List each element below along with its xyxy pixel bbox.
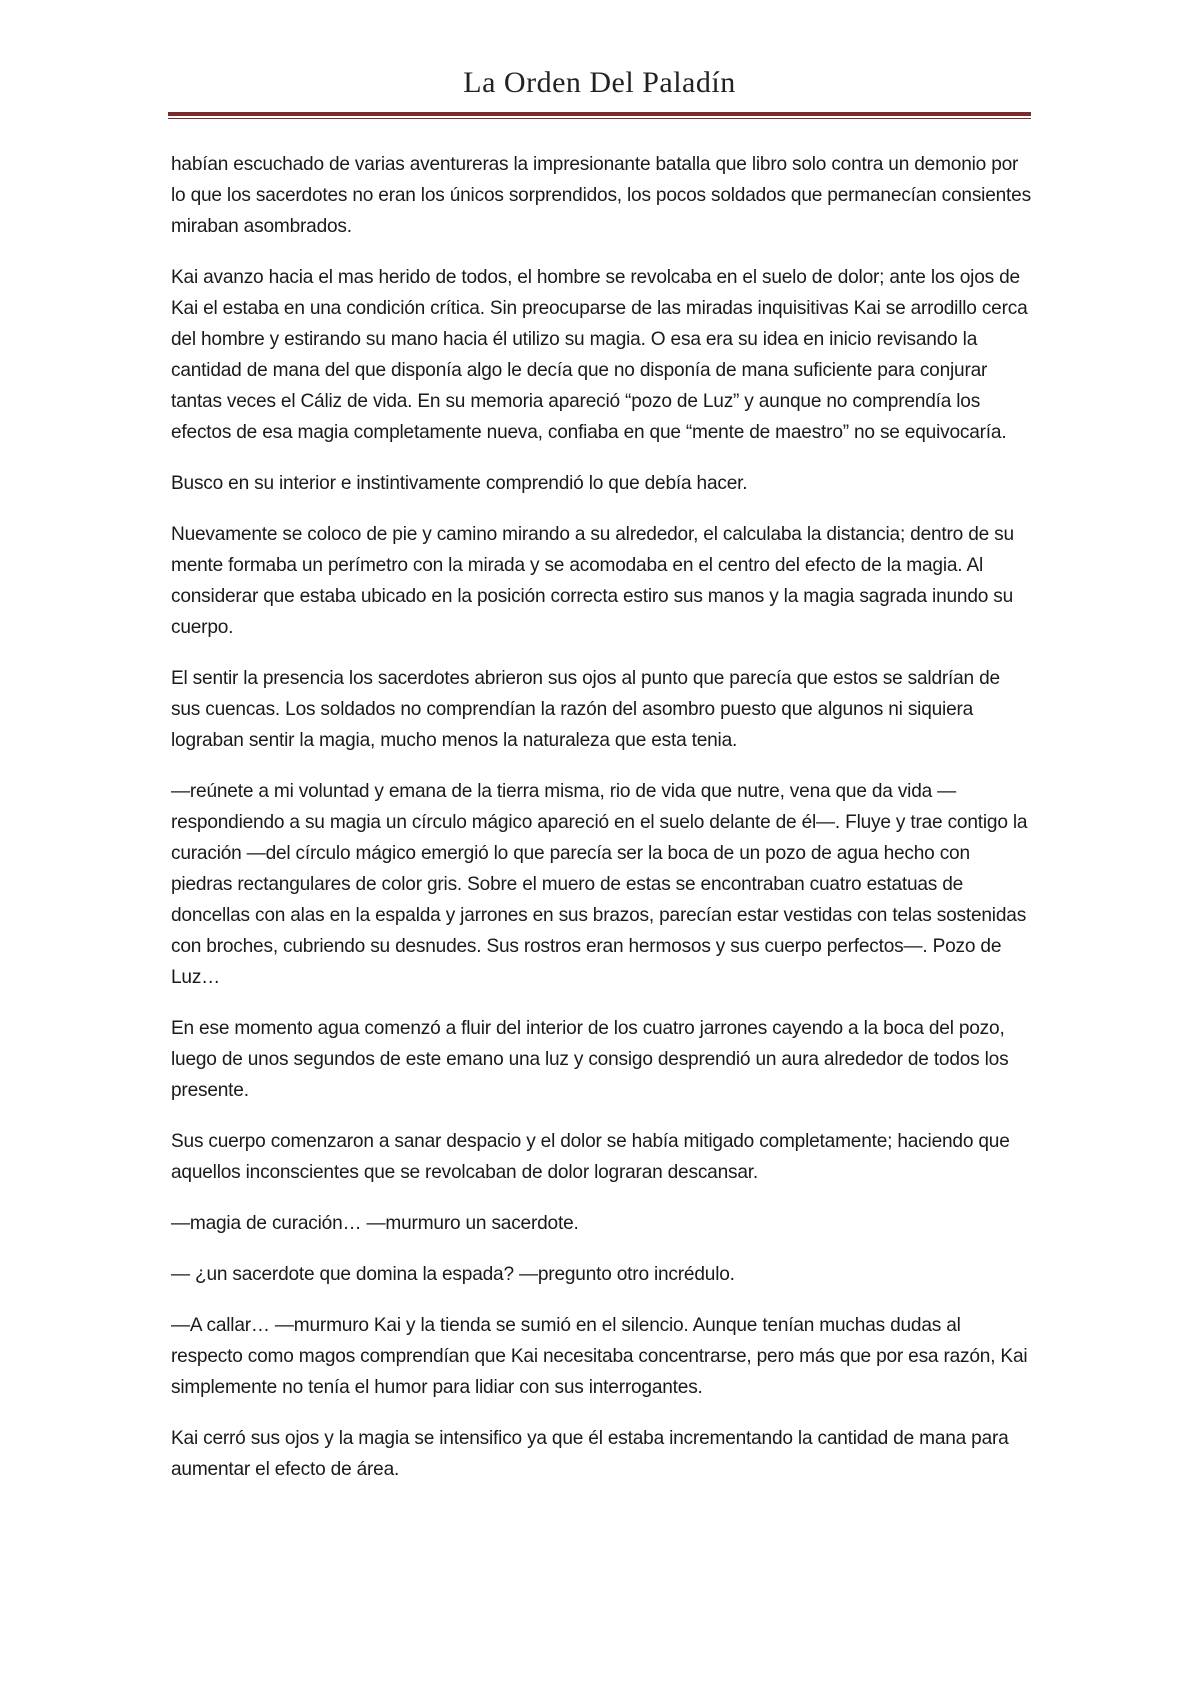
paragraph: Nuevamente se coloco de pie y camino mirando a su alrededor, el calculaba la distancia; dentro de su mente formaba un perímetro con la mirada y se acomodaba en el centro del efecto de la magia. Al considerar que estaba ubicado en la posición correcta estiro sus manos y la magia sagrada inundo su cuerpo.: [171, 524, 1014, 638]
header-divider: [168, 112, 1031, 119]
page-header-title: La Orden Del Paladín: [463, 66, 736, 99]
paragraph: — ¿un sacerdote que domina la espada? —pregunto otro incrédulo.: [171, 1264, 735, 1285]
header-divider-thick: [168, 112, 1031, 116]
paragraph: Kai cerró sus ojos y la magia se intensifico ya que él estaba incrementando la cantidad de mana para aumentar el efecto de área.: [171, 1428, 1009, 1480]
paragraph: —reúnete a mi voluntad y emana de la tierra misma, rio de vida que nutre, vena que da vida —respondiendo a su magia un círculo mágico apareció en el suelo delante de él—. Fluye y trae contigo la curación —del círculo mágico emergió lo que parecía ser la boca de un pozo de agua hecho con piedras rectangulares de color gris. Sobre el muero de estas se encontraban cuatro estatuas de doncellas con alas en la espalda y jarrones en sus brazos, parecían estar vestidas con telas sostenidas con broches, cubriendo su desnudes. Sus rostros eran hermosos y sus cuerpo perfectos—. Pozo de Luz…: [171, 781, 1028, 988]
body-text: [171, 149, 1033, 1505]
header-divider-thin: [168, 118, 1031, 119]
paragraph: Kai avanzo hacia el mas herido de todos, el hombre se revolcaba en el suelo de dolor; ante los ojos de Kai el estaba en una condición crítica. Sin preocuparse de las miradas inquisitivas Kai se arrodillo cerca del hombre y estirando su mano hacia él utilizo su magia. O esa era su idea en inicio revisando la cantidad de mana del que disponía algo le decía que no disponía de mana suficiente para conjurar tantas veces el Cáliz de vida. En su memoria apareció “pozo de Luz” y aunque no comprendía los efectos de esa magia completamente nueva, confiaba en que “mente de maestro” no se equivocaría.: [171, 267, 1028, 443]
paragraph: Busco en su interior e instintivamente comprendió lo que debía hacer.: [171, 473, 748, 494]
paragraph: El sentir la presencia los sacerdotes abrieron sus ojos al punto que parecía que estos se saldrían de sus cuencas. Los soldados no comprendían la razón del asombro puesto que algunos ni siquiera lograban sentir la magia, mucho menos la naturaleza que esta tenia.: [171, 668, 1000, 751]
paragraph: Sus cuerpo comenzaron a sanar despacio y el dolor se había mitigado completamente; haciendo que aquellos inconscientes que se revolcaban de dolor lograran descansar.: [171, 1131, 1010, 1183]
paragraph: —A callar… —murmuro Kai y la tienda se sumió en el silencio. Aunque tenían muchas dudas al respecto como magos comprendían que Kai necesitaba concentrarse, pero más que por esa razón, Kai simplemente no tenía el humor para lidiar con sus interrogantes.: [171, 1315, 1028, 1398]
paragraph: En ese momento agua comenzó a fluir del interior de los cuatro jarrones cayendo a la boca del pozo, luego de unos segundos de este emano una luz y consigo desprendió un aura alrededor de todos los presente.: [171, 1018, 1009, 1101]
paragraph: —magia de curación… —murmuro un sacerdote.: [171, 1213, 579, 1234]
paragraph: habían escuchado de varias aventureras la impresionante batalla que libro solo contra un demonio por lo que los sacerdotes no eran los únicos sorprendidos, los pocos soldados que permanecían consientes miraban asombrados.: [171, 154, 1031, 237]
